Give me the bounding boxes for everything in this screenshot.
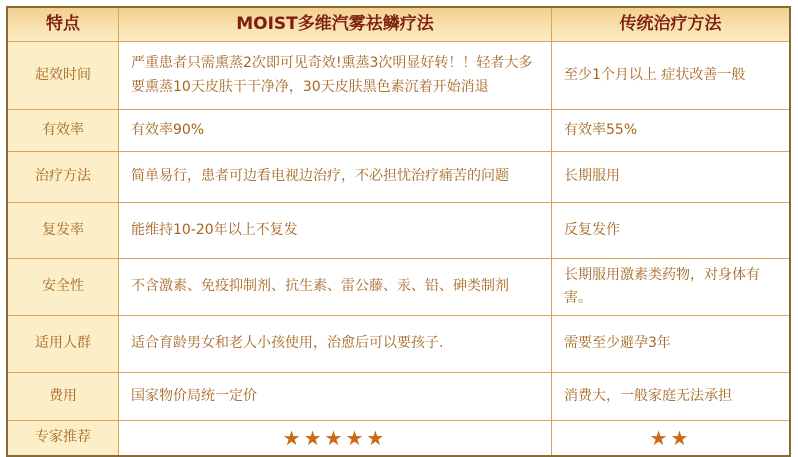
row-label-efficacy-rate: 有效率	[8, 110, 118, 151]
traditional-safety: 长期服用激素类药物，对身体有害。	[552, 259, 789, 315]
moist-cost: 国家物价局统一定价	[119, 373, 551, 420]
comparison-table	[6, 6, 791, 457]
header-traditional-method: 传统治疗方法	[552, 8, 789, 41]
row-label-safety: 安全性	[8, 259, 118, 315]
traditional-treatment-method: 长期服用	[552, 152, 789, 202]
traditional-cost: 消费大，一般家庭无法承担	[552, 373, 789, 420]
row-label-treatment-method: 治疗方法	[8, 152, 118, 202]
traditional-applicable-people: 需要至少避孕3年	[552, 316, 789, 372]
header-feature: 特点	[8, 8, 118, 41]
traditional-recurrence-rate: 反复发作	[552, 203, 789, 258]
moist-onset-time: 严重患者只需熏蒸2次即可见奇效!熏蒸3次明显好转！！轻者大多要熏蒸10天皮肤干干净净，30天皮肤黑色素沉着开始消退	[119, 42, 551, 109]
row-label-applicable-people: 适用人群	[8, 316, 118, 372]
moist-safety: 不含激素、免疫抑制剂、抗生素、雷公藤、汞、铅、砷类制剂	[119, 259, 551, 315]
moist-recurrence-rate: 能维持10-20年以上不复发	[119, 203, 551, 258]
row-label-onset-time: 起效时间	[8, 42, 118, 109]
traditional-efficacy-rate: 有效率55%	[552, 110, 789, 151]
moist-applicable-people: 适合育龄男女和老人小孩使用，治愈后可以要孩子.	[119, 316, 551, 372]
traditional-onset-time: 至少1个月以上 症状改善一般	[552, 42, 789, 109]
moist-treatment-method: 简单易行，患者可边看电视边治疗，不必担忧治疗痛苦的问题	[119, 152, 551, 202]
moist-efficacy-rate: 有效率90%	[119, 110, 551, 151]
row-label-cost: 费用	[8, 373, 118, 420]
row-label-recurrence-rate: 复发率	[8, 203, 118, 258]
header-moist-method: MOIST多维汽雾祛鳞疗法	[119, 8, 551, 41]
traditional-star-rating: ★★	[552, 421, 789, 455]
moist-star-rating: ★★★★★	[119, 421, 551, 455]
row-label-expert-rating: 专家推荐	[8, 421, 118, 455]
